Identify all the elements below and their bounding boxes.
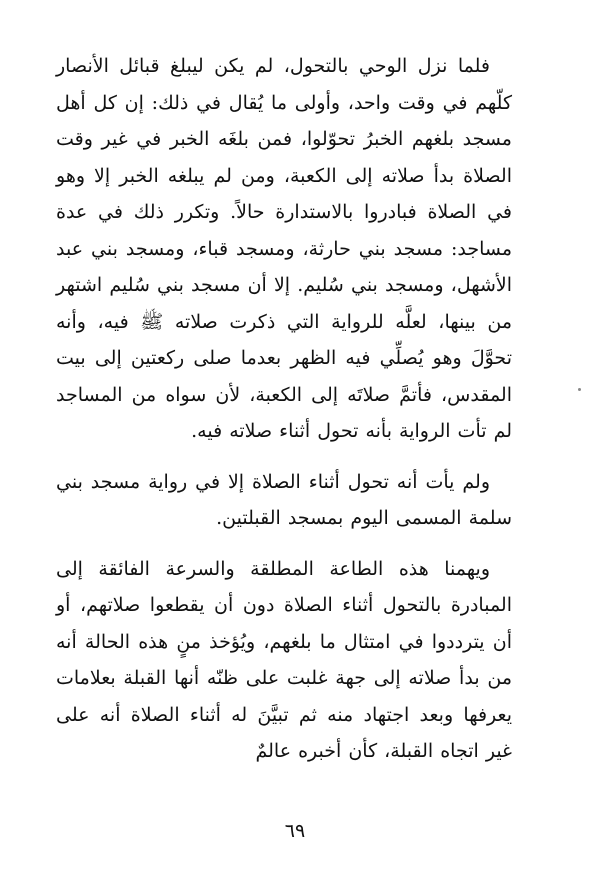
margin-speck	[578, 388, 581, 391]
paragraph-2: ولم يأت أنه تحول أثناء الصلاة إلا في رواية مسجد بني سلمة المسمى اليوم بمسجد القبلتين.	[56, 470, 512, 529]
paragraph-1: فلما نزل الوحي بالتحول، لم يكن ليبلغ قبائل الأنصار كلّهم في وقت واحد، وأولى ما يُقال في ذلك: إن كل أهل مسجد بلغهم الخبرُ تحوّلوا، فمن بلغَه الخبر في غير وقت الصلاة بدأ صلاته إلى الكعبة، ومن لم يبلغه الخبر إلا وهو في الصلاة فبادروا بالاستدارة حالاً. وتكرر ذلك في عدة مساجد: مسجد بني حارثة، ومسجد قباء، ومسجد بني عبد الأشهل، ومسجد بني سُليم. إلا أن مسجد بني سُليم اشتهر من بينها، لعلَّه للرواية التي ذكرت صلاته ﷺ فيه، وأنه تحوَّلَ وهو يُصلِّي فيه الظهر بعدما صلى ركعتين إلى بيت المقدس، فأتمَّ صلاتَه إلى الكعبة، لأن سواه من المساجد لم تأت الرواية بأنه تحول أثناء صلاته فيه.	[56, 55, 512, 442]
page-number: ٦٩	[284, 820, 306, 842]
body-text	[56, 48, 512, 784]
paragraph-3: ويهمنا هذه الطاعة المطلقة والسرعة الفائقة إلى المبادرة بالتحول أثناء الصلاة دون أن يقطعوا صلاتهم، أو أن يترددوا في امتثال ما بلغهم، ويُؤخذ منٍ هذه الحالة أنه من بدأ صلاته إلى جهة غلبت على ظنّه أنها القبلة بعلامات يعرفها وبعد اجتهاد منه ثم تبيَّنَ له أثناء الصلاة أنه على غير اتجاه القبلة، كأن أخبره عالمٌ	[56, 557, 512, 762]
